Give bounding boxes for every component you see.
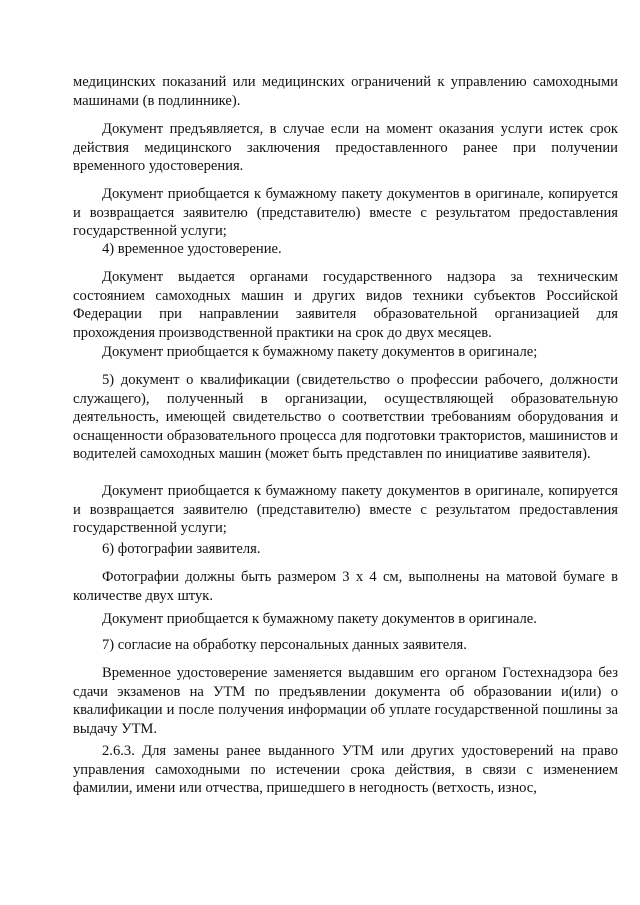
- paragraph: Документ приобщается к бумажному пакету документов в оригинале, копируется и возвращается заявителю (представителю) вместе с результатом предоставления государственной услуги;: [73, 186, 618, 239]
- paragraph-continuation: медицинских показаний или медицинских ограничений к управлению самоходными машинами (в подлиннике).: [73, 74, 618, 109]
- paragraph: Документ предъявляется, в случае если на момент оказания услуги истек срок действия медицинского заключения предоставленного ранее при получении временного удостоверения.: [73, 121, 618, 174]
- paragraph: Документ приобщается к бумажному пакету документов в оригинале;: [102, 344, 538, 360]
- paragraph: Документ выдается органами государственного надзора за техническим состоянием самоходных машин и других видов техники субъектов Российской Федерации при направлении заявителя образовательной организацией для прохождения производственной практики на срок до двух месяцев.: [73, 269, 618, 341]
- list-item-5: 5) документ о квалификации (свидетельство о профессии рабочего, должности служащего), полученный в организации, осуществляющей образовательную деятельность, имеющей свидетельство о соответствии требованиям оборудования и оснащенности образовательного процесса для подготовки трактористов, машинистов и водителей самоходных машин (может быть представлен по инициативе заявителя).: [73, 372, 618, 462]
- paragraph: Фотографии должны быть размером 3 х 4 см, выполнены на матовой бумаге в количестве двух штук.: [73, 569, 618, 604]
- list-item-7: 7) согласие на обработку персональных данных заявителя.: [102, 637, 467, 653]
- list-item-4: 4) временное удостоверение.: [102, 241, 282, 257]
- paragraph: Документ приобщается к бумажному пакету документов в оригинале.: [102, 611, 537, 627]
- paragraph: Временное удостоверение заменяется выдавшим его органом Гостехнадзора без сдачи экзаменов на УТМ по предъявлении документа об образовании и(или) о квалификации и после получения информации об уплате государственной пошлины за выдачу УТМ.: [73, 665, 618, 737]
- paragraph: Документ приобщается к бумажному пакету документов в оригинале, копируется и возвращается заявителю (представителю) вместе с результатом предоставления государственной услуги;: [73, 483, 618, 536]
- list-item-6: 6) фотографии заявителя.: [102, 541, 261, 557]
- paragraph-section-2-6-3: 2.6.3. Для замены ранее выданного УТМ или других удостоверений на право управления самоходными по истечении срока действия, в связи с изменением фамилии, имени или отчества, пришедшего в негодность (ветхость, износ,: [73, 743, 618, 796]
